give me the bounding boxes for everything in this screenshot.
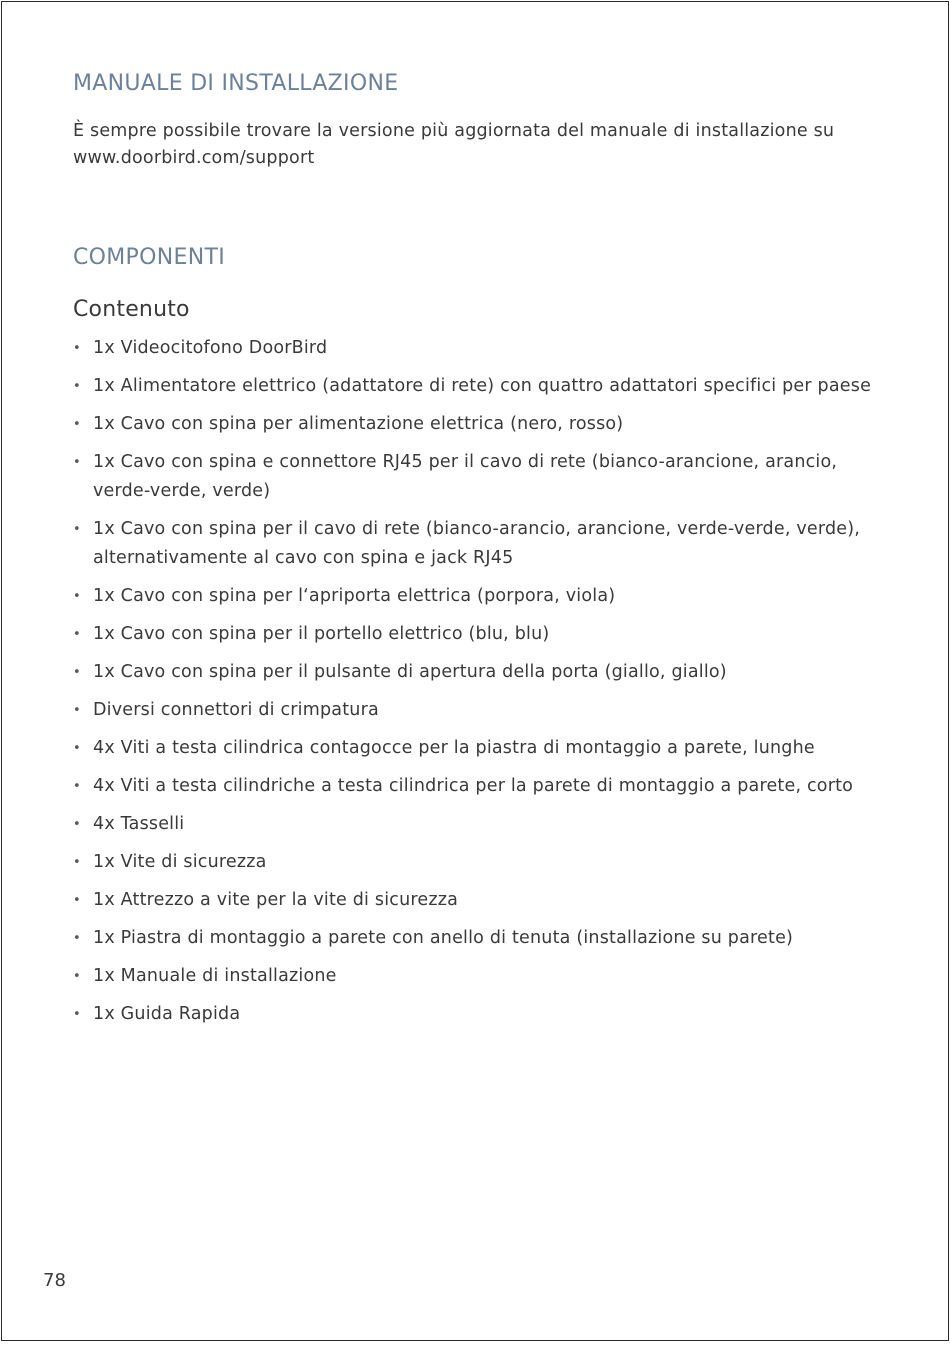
bullet-icon: • <box>73 969 81 984</box>
bullet-icon: • <box>73 341 81 356</box>
bullet-icon: • <box>73 931 81 946</box>
bullet-icon: • <box>73 589 81 604</box>
list-item <box>73 772 893 801</box>
intro-paragraph: È sempre possibile trovare la versione più aggiornata del manuale di installazione su www.doorbird.com/support <box>73 121 835 168</box>
list-item <box>73 410 893 439</box>
bullet-icon: • <box>73 417 81 432</box>
bullet-icon: • <box>73 379 81 394</box>
list-item-text: 1x Videocitofono DoorBird <box>93 338 328 358</box>
list-item-text: 1x Vite di sicurezza <box>93 852 267 872</box>
bullet-icon: • <box>73 455 81 470</box>
bullet-icon: • <box>73 741 81 756</box>
bullet-icon: • <box>73 779 81 794</box>
list-item-text: 4x Tasselli <box>93 814 185 834</box>
list-item <box>73 1000 893 1029</box>
list-item <box>73 658 893 687</box>
bullet-icon: • <box>73 1007 81 1022</box>
page-number: 78 <box>43 1270 66 1291</box>
list-item-text: 1x Guida Rapida <box>93 1004 241 1024</box>
document-page <box>1 1 949 1341</box>
list-item <box>73 962 893 991</box>
list-item <box>73 515 893 573</box>
bullet-icon: • <box>73 855 81 870</box>
list-item <box>73 734 893 763</box>
bullet-icon: • <box>73 703 81 718</box>
list-item-text: 1x Attrezzo a vite per la vite di sicurezza <box>93 890 459 910</box>
list-item-text: 1x Piastra di montaggio a parete con anello di tenuta (installazione su parete) <box>93 928 794 948</box>
list-item-text: 1x Cavo con spina per l‘apriporta elettrica (porpora, viola) <box>93 586 616 606</box>
list-item <box>73 924 893 953</box>
list-item-text: 1x Cavo con spina e connettore RJ45 per il cavo di rete (bianco-arancione, arancio, verde-verde, verde) <box>93 452 838 501</box>
list-item-text: 4x Viti a testa cilindriche a testa cilindrica per la parete di montaggio a parete, corto <box>93 776 854 796</box>
list-item <box>73 810 893 839</box>
bullet-icon: • <box>73 627 81 642</box>
contents-list <box>73 334 893 1029</box>
bullet-icon: • <box>73 817 81 832</box>
contents-subheading: Contenuto <box>73 297 190 322</box>
page-content <box>73 68 893 1038</box>
list-item-text: 1x Cavo con spina per il cavo di rete (bianco-arancio, arancione, verde-verde, verde), alternativamente al cavo con spina e jack RJ45 <box>93 519 861 568</box>
list-item-text: 4x Viti a testa cilindrica contagocce per la piastra di montaggio a parete, lunghe <box>93 738 815 758</box>
list-item-text: 1x Cavo con spina per il pulsante di apertura della porta (giallo, giallo) <box>93 662 727 682</box>
list-item-text: 1x Cavo con spina per alimentazione elettrica (nero, rosso) <box>93 414 624 434</box>
list-item <box>73 582 893 611</box>
list-item-text: 1x Cavo con spina per il portello elettrico (blu, blu) <box>93 624 550 644</box>
list-item <box>73 886 893 915</box>
list-item <box>73 334 893 363</box>
list-item-text: 1x Alimentatore elettrico (adattatore di rete) con quattro adattatori specifici per paese <box>93 376 872 396</box>
list-item-text: 1x Manuale di installazione <box>93 966 337 986</box>
list-item <box>73 620 893 649</box>
list-item <box>73 372 893 401</box>
installation-manual-heading: MANUALE DI INSTALLAZIONE <box>73 71 399 96</box>
bullet-icon: • <box>73 665 81 680</box>
list-item <box>73 448 893 506</box>
list-item <box>73 848 893 877</box>
bullet-icon: • <box>73 893 81 908</box>
list-item <box>73 696 893 725</box>
bullet-icon: • <box>73 522 81 537</box>
components-heading: COMPONENTI <box>73 245 225 270</box>
list-item-text: Diversi connettori di crimpatura <box>93 700 379 720</box>
